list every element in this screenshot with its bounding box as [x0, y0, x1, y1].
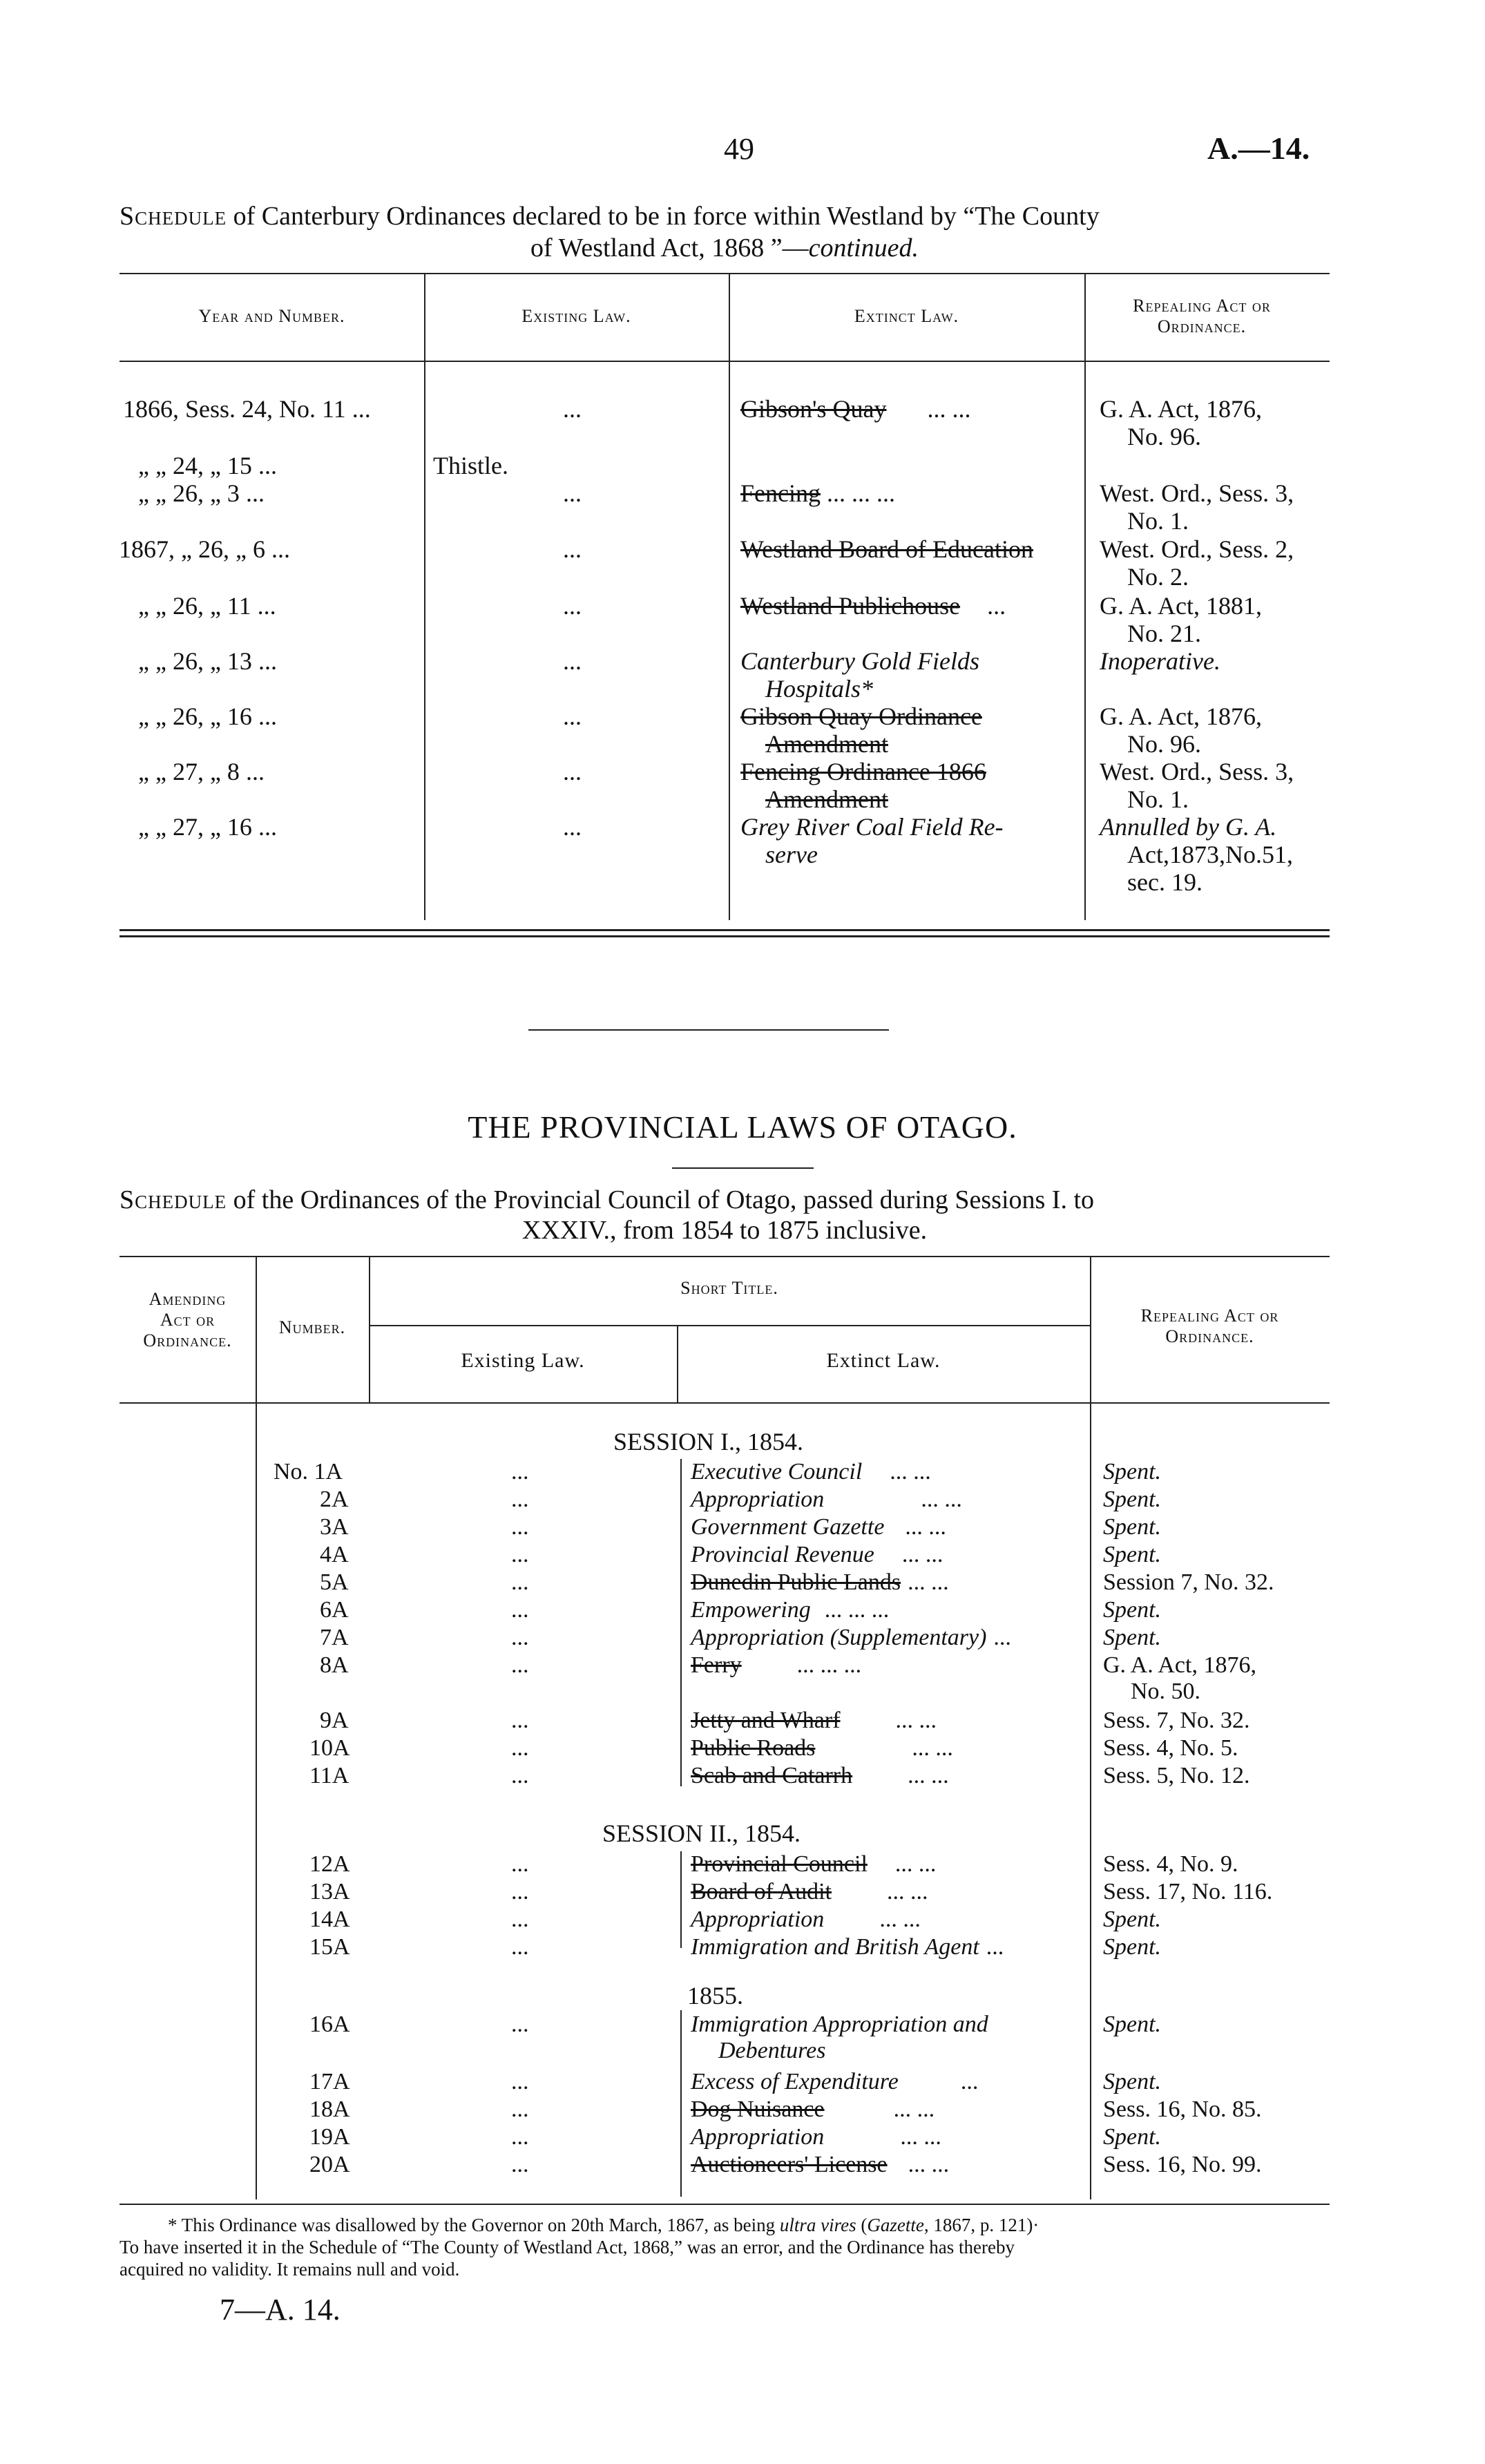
title: Government Gazette — [691, 1514, 885, 1540]
repealing-act — [1100, 535, 1294, 591]
extinct-law — [691, 2097, 935, 2123]
ordinance-number: 17A — [309, 2069, 350, 2094]
existing-law: ... — [563, 479, 582, 507]
ordinance-number: 13A — [309, 1879, 350, 1904]
leader-dots: ... ... — [908, 1569, 949, 1595]
extinct-title-cont: serve — [765, 841, 818, 868]
leader-dots: ... ... — [908, 1763, 949, 1788]
leader-dots: ... — [960, 2069, 979, 2094]
extinct-law — [740, 647, 979, 703]
extinct-law — [691, 1459, 931, 1485]
repealing-act: Spent. — [1103, 1625, 1162, 1650]
extinct-law — [691, 2152, 949, 2178]
footnote-text: * This Ordinance was disallowed by the Governor on 20th March, 1867, as being — [168, 2215, 780, 2235]
repealing-act: Spent. — [1103, 1542, 1162, 1567]
leader-dots: ... ... — [886, 1879, 928, 1904]
existing-law: Thistle. — [433, 452, 508, 479]
extinct-title: Fencing Ordinance 1866 — [740, 758, 986, 785]
repealing-act: Spent. — [1103, 1597, 1162, 1623]
title: Board of Audit — [691, 1879, 832, 1904]
ordinance-number: 9A — [320, 1708, 349, 1733]
repealing-act — [1100, 395, 1262, 450]
ordinance-number: 11A — [309, 1763, 349, 1788]
repeal-line: No. 96. — [1127, 423, 1201, 450]
ordinance-number: 8A — [320, 1652, 349, 1678]
title-cont: Debentures — [718, 2038, 826, 2063]
title: Immigration Appropriation and — [691, 2012, 988, 2037]
year-heading: 1855. — [687, 1982, 743, 2009]
ordinance-number: 2A — [320, 1487, 349, 1512]
repealing-act: Sess. 16, No. 99. — [1103, 2152, 1262, 2177]
otago-caption — [119, 1185, 1330, 1245]
repealing-act: Sess. 4, No. 9. — [1103, 1851, 1238, 1877]
year-number: 1866, Sess. 24, No. 11 — [123, 395, 346, 423]
document-reference: A.—14. — [1207, 131, 1310, 166]
extinct-law — [691, 1487, 962, 1513]
title: Jetty and Wharf — [691, 1708, 841, 1733]
existing-law: ... — [563, 647, 582, 675]
repealing-act: Sess. 4, No. 5. — [1103, 1735, 1238, 1761]
existing-law: ... — [563, 395, 582, 423]
leader-dots: ... ... — [893, 2097, 935, 2122]
leader-dots: ... ... ... — [796, 1652, 862, 1678]
extinct-title: Grey River Coal Field Re- — [740, 813, 1004, 841]
repealing-act: Sess. 7, No. 32. — [1103, 1708, 1250, 1733]
extinct-title-cont: Amendment — [765, 730, 888, 758]
leader-dots: ... ... ... — [826, 479, 895, 507]
extinct-law — [691, 1597, 889, 1623]
existing-law: ... — [511, 2012, 529, 2037]
header-line: Amending — [148, 1289, 227, 1309]
repeal-line: West. Ord., Sess. 2, — [1100, 535, 1294, 563]
extinct-law — [691, 2124, 941, 2150]
existing-law: ... — [563, 703, 582, 730]
leader-dots: ... ... — [912, 1735, 953, 1761]
extinct-title-cont: Hospitals* — [765, 675, 874, 703]
title: Dog Nuisance — [691, 2097, 825, 2122]
repeal-line: No. 2. — [1127, 563, 1189, 591]
table1-top-rule — [119, 273, 1330, 274]
extinct-law — [740, 479, 895, 507]
repeal-line: G. A. Act, 1876, — [1100, 395, 1263, 423]
table2-header-repealing — [1090, 1306, 1330, 1347]
existing-law: ... — [511, 1652, 529, 1678]
session-heading: SESSION I., 1854. — [613, 1428, 804, 1455]
title: Ferry — [691, 1652, 742, 1678]
extinct-law — [740, 813, 1004, 868]
ordinance-number: 14A — [309, 1907, 350, 1932]
extinct-title: Canterbury Gold Fields — [740, 647, 979, 675]
footnote-latin: ultra vires — [779, 2215, 856, 2235]
footnote-line: To have inserted it in the Schedule of “The County of Westland Act, 1868,” was an error, and the Ordinance has thereby — [119, 2237, 1015, 2257]
extinct-law — [691, 1879, 928, 1905]
caption-lead: Schedule — [119, 1185, 227, 1214]
extinct-law — [740, 758, 986, 813]
title: Appropriation — [691, 1487, 825, 1512]
extinct-law — [691, 1625, 1011, 1651]
leader-dots: ... ... — [895, 1708, 937, 1733]
header-line: Ordinance. — [143, 1330, 232, 1350]
leader-dots: ... — [245, 479, 265, 507]
extinct-law — [691, 1934, 1004, 1960]
extinct-law — [691, 2012, 988, 2064]
leader-dots: ... ... — [900, 2124, 941, 2150]
leader-dots: ... — [245, 758, 265, 785]
extinct-law — [740, 395, 970, 423]
existing-law: ... — [511, 1597, 529, 1623]
title: Provincial Revenue — [691, 1542, 874, 1567]
ordinance-number: 12A — [309, 1851, 350, 1877]
extinct-law — [740, 703, 982, 758]
table-row — [123, 395, 371, 423]
repealing-act: Spent. — [1103, 1907, 1162, 1932]
extinct-title: Gibson's Quay — [740, 395, 887, 423]
leader-dots: ... — [257, 592, 276, 620]
extinct-law — [691, 1735, 953, 1761]
existing-law: ... — [511, 1879, 529, 1904]
title: Dunedin Public Lands — [691, 1569, 901, 1595]
leader-dots: ... — [987, 592, 1006, 620]
title: Executive Council — [691, 1459, 863, 1484]
footnote-text: , 1867, p. 121)· — [923, 2215, 1040, 2235]
existing-law: ... — [511, 1569, 529, 1595]
ordinance-number: No. 1A — [274, 1459, 343, 1484]
table1-col-divider-2 — [729, 273, 730, 920]
existing-law: ... — [511, 2152, 529, 2177]
table1-header-extinct: Extinct Law. — [854, 306, 959, 326]
existing-law: ... — [511, 1459, 529, 1484]
section-divider — [528, 1029, 889, 1031]
repealing-act: Spent. — [1103, 2124, 1162, 2150]
table-row — [138, 479, 265, 507]
leader-dots: ... — [258, 703, 277, 730]
leader-dots: ... — [993, 1625, 1011, 1650]
year-number: „ „ 26, „ 11 — [138, 592, 251, 620]
extinct-law — [691, 1652, 861, 1679]
table2-header-rule — [119, 1402, 1330, 1404]
repealing-act — [1100, 703, 1262, 758]
table2-body-divider-1 — [256, 1404, 257, 2199]
repeal-line: No. 1. — [1127, 785, 1189, 813]
leader-dots: ... — [258, 813, 277, 841]
header-line: Ordinance. — [1165, 1326, 1254, 1346]
leader-dots: ... ... — [927, 395, 971, 423]
repealing-act — [1100, 813, 1293, 896]
page-signature: 7—A. 14. — [220, 2293, 341, 2327]
otago-title-underline — [672, 1167, 814, 1169]
ordinance-number: 19A — [309, 2124, 350, 2150]
table2-bottom-rule — [119, 2204, 1330, 2205]
leader-dots: ... ... — [905, 1514, 946, 1540]
repealing-act: Spent. — [1103, 1934, 1162, 1960]
otago-title: THE PROVINCIAL LAWS OF OTAGO. — [468, 1109, 1017, 1145]
repealing-act: Sess. 17, No. 116. — [1103, 1879, 1273, 1904]
repealing-act — [1103, 1652, 1256, 1705]
leader-dots: ... — [258, 452, 277, 479]
existing-law: ... — [511, 1934, 529, 1960]
extinct-law — [691, 1763, 949, 1789]
leader-dots: ... — [986, 1934, 1004, 1960]
repeal-line: G. A. Act, 1881, — [1100, 592, 1263, 620]
existing-law: ... — [511, 1514, 529, 1540]
extinct-law — [740, 592, 1006, 620]
repeal-line: West. Ord., Sess. 3, — [1100, 758, 1294, 785]
repeal-line: Annulled by G. A. — [1100, 813, 1277, 841]
table1-header-repealing: Repealing Act or Ordinance. — [1133, 296, 1271, 336]
leader-dots: ... ... ... — [824, 1597, 890, 1623]
repealing-act: Sess. 5, No. 12. — [1103, 1763, 1250, 1788]
extinct-title: Fencing — [740, 479, 821, 507]
leader-dots: ... ... — [894, 1851, 937, 1877]
leader-dots: ... ... — [890, 1459, 931, 1484]
ordinance-number: 5A — [320, 1569, 349, 1595]
repealing-act: Spent. — [1103, 1459, 1162, 1484]
leader-dots: ... — [352, 395, 371, 423]
caption-line2: XXXIV., from 1854 to 1875 inclusive. — [521, 1216, 928, 1245]
repeal-line: No. 50. — [1131, 1679, 1201, 1704]
year-number: 1867, „ 26, „ 6 — [119, 535, 265, 563]
ordinance-number: 20A — [309, 2152, 350, 2177]
title: Immigration and British Agent — [691, 1934, 979, 1960]
repealing-act: Session 7, No. 32. — [1103, 1569, 1274, 1595]
leader-dots: ... ... — [908, 2152, 950, 2177]
table-row — [119, 535, 290, 563]
title: Provincial Council — [691, 1851, 868, 1877]
extinct-law: Westland Board of Education — [740, 535, 1033, 563]
existing-law: ... — [511, 2097, 529, 2122]
ordinance-number: 6A — [320, 1597, 349, 1623]
caption-line2: of Westland Act, 1868 ”— — [530, 233, 809, 262]
title: Appropriation (Supplementary) — [691, 1625, 987, 1650]
leader-dots: ... ... — [879, 1907, 921, 1932]
table2-header-short-title: Short Title. — [680, 1278, 778, 1298]
repeal-line: Act,1873,No.51, — [1127, 841, 1293, 868]
table1-header-year: Year and Number. — [198, 306, 345, 326]
extinct-title: Gibson Quay Ordinance — [740, 703, 982, 730]
table2-header-extinct: Extinct Law. — [826, 1349, 941, 1372]
repealing-act: Spent. — [1103, 1487, 1162, 1512]
repealing-act: Spent. — [1103, 2069, 1162, 2094]
repeal-line: G. A. Act, 1876, — [1100, 703, 1263, 730]
table-row — [138, 758, 265, 785]
extinct-law — [691, 1708, 937, 1734]
title: Appropriation — [691, 1907, 825, 1932]
repealing-act: Inoperative. — [1100, 647, 1220, 675]
page-number: 49 — [724, 132, 754, 166]
ordinance-number: 4A — [320, 1542, 349, 1567]
caption-continued: continued. — [808, 233, 919, 262]
table1-header-existing: Existing Law. — [521, 306, 631, 326]
table1-bottom-rule-1 — [119, 929, 1330, 931]
leader-dots: ... ... — [921, 1487, 962, 1512]
existing-law: ... — [511, 1708, 529, 1733]
table-row — [138, 592, 276, 620]
title: Empowering — [691, 1597, 811, 1623]
existing-law: ... — [511, 1907, 529, 1932]
table2-header-amending — [119, 1289, 256, 1351]
table-row — [138, 452, 277, 479]
year-number: „ „ 24, „ 15 — [138, 452, 252, 479]
table1-header-rule — [119, 361, 1330, 362]
ordinance-number: 10A — [309, 1735, 350, 1761]
session-heading: SESSION II., 1854. — [602, 1820, 801, 1847]
header-line: Act or — [160, 1310, 215, 1330]
caption-lead: Schedule — [119, 202, 227, 231]
table2-header-existing: Existing Law. — [461, 1349, 585, 1372]
ordinance-number: 7A — [320, 1625, 349, 1650]
existing-law: ... — [511, 2069, 529, 2094]
ordinance-number: 16A — [309, 2012, 350, 2037]
existing-law: ... — [511, 2124, 529, 2150]
group-bracket — [680, 2010, 682, 2197]
footnote-line: acquired no validity. It remains null and void. — [119, 2259, 460, 2280]
extinct-law — [691, 1542, 943, 1568]
year-number: „ „ 26, „ 16 — [138, 703, 252, 730]
group-bracket — [680, 1851, 682, 1948]
group-bracket — [680, 1459, 682, 1786]
table2-subheader-rule — [369, 1325, 1091, 1326]
extinct-title-cont: Amendment — [765, 785, 888, 813]
existing-law: ... — [511, 1487, 529, 1512]
ordinance-number: 18A — [309, 2097, 350, 2122]
table1-col-divider-3 — [1084, 273, 1086, 920]
repeal-line: No. 21. — [1127, 620, 1201, 647]
repealing-act: Spent. — [1103, 2012, 1162, 2037]
repeal-line: G. A. Act, 1876, — [1103, 1652, 1256, 1678]
footnote-gazette: Gazette — [867, 2215, 924, 2235]
year-number: „ „ 27, „ 16 — [138, 813, 252, 841]
existing-law: ... — [511, 1763, 529, 1788]
existing-law: ... — [563, 535, 582, 563]
repeal-line: sec. 19. — [1127, 868, 1203, 896]
year-number: „ „ 27, „ 8 — [138, 758, 240, 785]
extinct-law — [691, 1514, 946, 1540]
repealing-act — [1100, 758, 1294, 813]
title: Public Roads — [691, 1735, 816, 1761]
existing-law: ... — [511, 1851, 529, 1877]
existing-law: ... — [511, 1625, 529, 1650]
header-line: Repealing Act or — [1140, 1306, 1279, 1326]
extinct-law — [691, 1907, 921, 1933]
ordinance-number: 3A — [320, 1514, 349, 1540]
caption-line1: of the Ordinances of the Provincial Council of Otago, passed during Sessions I. to — [233, 1185, 1095, 1214]
repealing-act — [1100, 479, 1294, 535]
repeal-line: No. 1. — [1127, 507, 1189, 535]
footnote — [119, 2214, 1330, 2280]
extinct-title: Westland Publichouse — [740, 592, 961, 620]
table2-top-rule — [119, 1256, 1330, 1257]
extinct-law — [691, 1851, 936, 1878]
existing-law: ... — [511, 1542, 529, 1567]
year-number: „ „ 26, „ 13 — [138, 647, 252, 675]
table1-col-divider-1 — [424, 273, 425, 920]
table-row — [138, 647, 277, 675]
repealing-act: Spent. — [1103, 1514, 1162, 1540]
repeal-line: West. Ord., Sess. 3, — [1100, 479, 1294, 507]
title: Appropriation — [691, 2124, 825, 2150]
title: Auctioneers' License — [691, 2152, 888, 2177]
repealing-act: Sess. 16, No. 85. — [1103, 2097, 1262, 2122]
year-number: „ „ 26, „ 3 — [138, 479, 240, 507]
table-row — [138, 813, 277, 841]
ordinance-number: 15A — [309, 1934, 350, 1960]
existing-law: ... — [563, 813, 582, 841]
table2-header-number: Number. — [278, 1317, 346, 1337]
existing-law: ... — [563, 592, 582, 620]
caption-line1: of Canterbury Ordinances declared to be in force within Westland by “The County — [233, 202, 1100, 231]
repeal-line: No. 96. — [1127, 730, 1201, 758]
leader-dots: ... ... — [901, 1542, 943, 1567]
repealing-act — [1100, 592, 1262, 647]
leader-dots: ... — [271, 535, 290, 563]
table-row — [138, 703, 277, 730]
extinct-law — [691, 1569, 949, 1596]
canterbury-caption — [119, 200, 1330, 264]
table1-bottom-rule-2 — [119, 935, 1330, 937]
table2-body-divider-2 — [1090, 1404, 1091, 2199]
footnote-text: ( — [856, 2215, 868, 2235]
leader-dots: ... — [258, 647, 277, 675]
existing-law: ... — [511, 1735, 529, 1761]
existing-law: ... — [563, 758, 582, 785]
title: Scab and Catarrh — [691, 1763, 853, 1788]
title: Excess of Expenditure — [691, 2069, 899, 2094]
extinct-law — [691, 2069, 978, 2095]
